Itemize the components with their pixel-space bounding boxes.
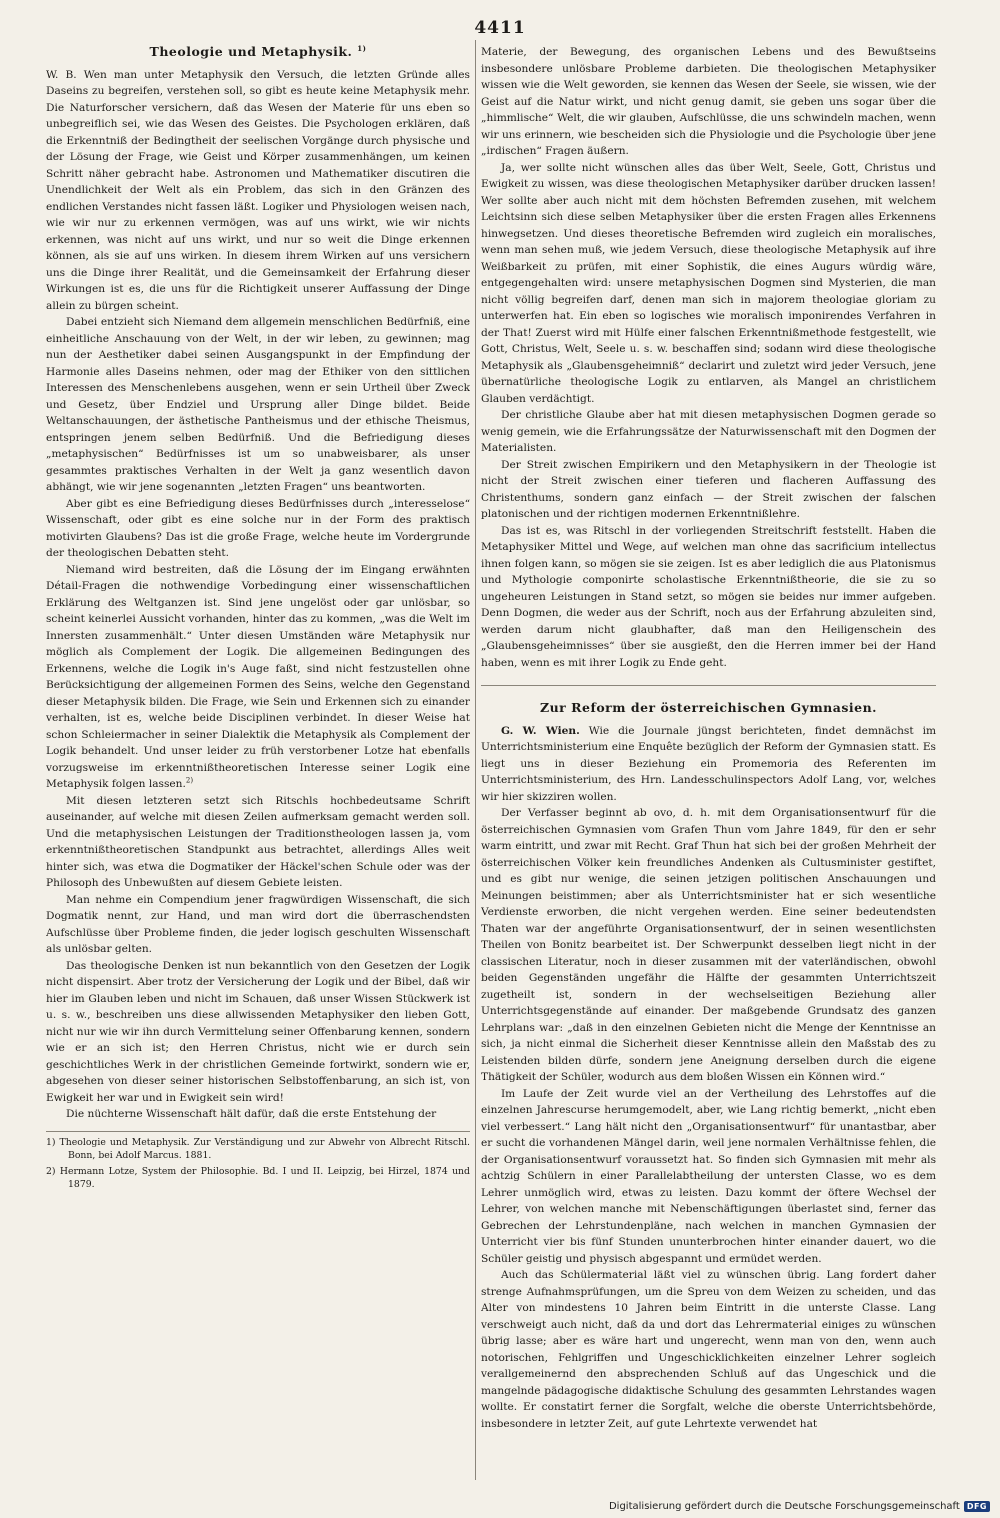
paragraph: W. B. Wen man unter Metaphysik den Versuch, die letzten Gründe alles Daseins zu begreifen, verstehen soll, so gibt es heute keine Metaphysik mehr. Die Naturforscher versichern, daß das Wesen der Materie für uns eben so unbegreiflich sei, wie das Wesen des Geistes. Die Psychologen erklären, daß die Erkenntniß der Bedingtheit der seelischen Vorgänge durch physische und der Lösung der Frage, wie Geist und Körper zusammenhängen, um keinen Schritt näher gebracht habe. Astronomen und Mathematiker discutiren die Unendlichkeit der Welt als ein Problem, das sich in den Gränzen des endlichen Verstandes nicht fassen läßt. Logiker und Physiologen weisen nach, wie wir nur zu erkennen vermögen, was auf uns wirkt, wie wir nichts erkennen, was nicht auf uns wirkt, und nur so weit die Dinge erkennen können, als sie auf uns wirken. In diesem ihrem Wirken auf uns versichern uns die Dinge ihrer Realität, und die Gemeinsamkeit der Erfahrung dieser Wirkungen ist es, die uns für die Richtigkeit unserer Auffassung der Dinge allein zu bürgen scheint.: [46, 68, 470, 312]
footnote-ref-1: 1): [357, 44, 367, 53]
paragraph-text: Wie die Journale jüngst berichteten, findet demnächst im Unterrichtsministerium eine Enquête bezüglich der Reform der Gymnasien statt. Es liegt uns in dieser Beziehung ein Promemoria des Referenten im Unterrichtsministerium, des Hrn. Landesschulinspectors Adolf Lang, vor, welches wir hier skizziren wollen.: [481, 724, 936, 803]
paragraph: Der Verfasser beginnt ab ovo, d. h. mit dem Organisationsentwurf für die österreichischen Gymnasien vom Grafen Thun vom Jahre 1849, für den er sehr warm eintritt, und zwar mit Recht. Graf Thun hat sich bei der großen Mehrheit der österreichischen Völker kein freundliches Andenken als Cultusminister gestiftet, und es gibt nur wenige, die seinen jetzigen politischen Anschauungen und Meinungen beistimmen; aber als Unterrichtsminister hat er sich wesentliche Verdienste erworben, die nicht vergehen werden. Eine seiner bedeutendsten Thaten war der angeführte Organisationsentwurf, der in seinen wesentlichsten Theilen von Bonitz bearbeitet ist. Der Schwerpunkt desselben liegt nicht in der classischen Literatur, noch in dieser zusammen mit der vaterländischen, obwohl beiden Gegenständen ungefähr die Hälfte der gesammten Unterrichtszeit zugetheilt ist, sondern in der wechselseitigen Beziehung aller Unterrichtsgegenstände auf einander. Der maßgebende Grundsatz des ganzen Lehrplans war: „daß in den einzelnen Gebieten nicht die Menge der Kenntnisse an sich, ja nicht einmal die Sicherheit dieser Kenntnisse allein den Maßstab des zu Leistenden bilden dürfe, sondern jene Aneignung derselben durch die eigene Thätigkeit der Schüler, wodurch aus dem bloßen Wissen ein Können wird.“: [481, 807, 936, 1083]
paragraph: Im Laufe der Zeit wurde viel an der Vertheilung des Lehrstoffes auf die einzelnen Jahrescurse herumgemodelt, aber, wie Lang richtig bemerkt, „nicht eben viel verbessert.“ Lang hält nicht den „Organisationsentwurf“ für unantastbar, aber er sucht die vorhandenen Mängel darin, weil jene normalen Verhältnisse fehlen, die der Organisationsentwurf voraussetzt hat. So finden sich Gymnasien mit mehr als achtzig Schülern in einer Parallelabtheilung der untersten Classe, wo es dem Lehrer unmöglich wird, etwas zu leisten. Dazu kommt der öftere Wechsel der Lehrer, von welchen manche mit Nebenschäftigungen überlastet sind, ferner das Gebrechen der Lehrstundenpläne, nach welchen in manchen Gymnasien der Unterricht vier bis fünf Stunden ununterbrochen hinter einander dauert, wo die Schüler geistig und physisch abgespannt und ermüdet werden.: [481, 1087, 936, 1265]
paragraph: [46, 562, 470, 793]
article-title-text: Theologie und Metaphysik.: [149, 44, 353, 59]
paragraph: Ja, wer sollte nicht wünschen alles das über Welt, Seele, Gott, Christus und Ewigkeit zu wissen, was diese theologischen Metaphysiker darüber drucken lassen! Wer sollte aber auch nicht mit dem höchsten Befremden zusehen, mit welchem Leichtsinn sich diese selben Metaphysiker über die ersten Fragen alles Erkennens hinwegsetzen. Und dieses theoretische Befremden wird zugleich ein moralisches, wenn man sehen muß, wie jedem Versuch, diese theologische Metaphysik auf ihre Weißbarkeit zu prüfen, mit einer Sophistik, die eines Augurs würdig wäre, entgegengehalten wird: unsere metaphysischen Dogmen sind Mysterien, die man nicht völlig begreifen darf, denen man sich in majorem theologiae gloriam zu unterwerfen hat. Ein eben so logisches wie moralisch imponirendes Verfahren in der That! Zuerst wird mit Hülfe einer falschen Erkenntnißmethode festgestellt, wie Gott, Christus, Welt, Seele u. s. w. beschaffen sind; sodann wird diese theologische Metaphysik als „Glaubensgeheimniß“ declarirt und zuletzt wird jeder Versuch, jene übernatürliche theologische Logik zu entlarven, als Mangel an christlichem Glauben verdächtigt.: [481, 161, 936, 405]
paragraph: Der christliche Glaube aber hat mit diesen metaphysischen Dogmen gerade so wenig gemein, wie die Erfahrungssätze der Naturwissenschaft mit den Dogmen der Materialisten.: [481, 409, 936, 454]
footer-text: Digitalisierung gefördert durch die Deutsche Forschungsgemeinschaft: [608, 1501, 960, 1512]
paragraph: Das ist es, was Ritschl in der vorliegenden Streitschrift feststellt. Haben die Metaphysiker Mittel und Wege, auf welchen man ohne das sacrificium intellectus ihnen folgen kann, so mögen sie sie zeigen. Ist es aber lediglich die aus Platonismus und Mythologie componirte scholastische Erkenntnißtheorie, die sie zu so ungeheuren Leistungen in Stand setzt, so mögen sie beides nur immer aufgeben. Denn Dogmen, die weder aus der Schrift, noch aus der Erfahrung abzuleiten sind, werden darum nicht glaubhafter, daß man den Heiligenschein des „Glaubensgeheimnisses“ über sie ausgießt, den die Herren immer bei der Hand haben, wenn es mit ihrer Logik zu Ende geht.: [481, 524, 936, 669]
paragraph: Materie, der Bewegung, des organischen Lebens und des Bewußtseins insbesondere unlösbare Probleme darbieten. Die theologischen Metaphysiker wissen wie die Welt geworden, sie kennen das Wesen der Seele, sie wissen, wie der Geist auf die Natur wirkt, und nicht genug damit, sie geben uns sogar über die „himmlische“ Welt, die wir glauben, Aufschlüsse, die uns schwindeln machen, wenn wir uns erinnern, wie bescheiden sich die Physiologie und die Psychologie über jene „irdischen“ Fragen äußern.: [481, 46, 936, 157]
paragraph: Mit diesen letzteren setzt sich Ritschls hochbedeutsame Schrift auseinander, auf welche mit diesen Zeilen aufmerksam gemacht werden soll. Und die metaphysischen Leistungen der Traditionstheologen lassen ja, vom erkenntnißtheoretischen Standpunkt aus betrachtet, allerdings Alles weit hinter sich, was etwa die Dogmatiker der Häckel'schen Schule oder was der Philosoph des Unbewußten auf diesem Gebiete leisten.: [46, 794, 470, 889]
digitization-footer: [609, 1501, 990, 1512]
article-title-theologie: [46, 44, 470, 61]
column-divider: [475, 40, 476, 1480]
paragraph: Auch das Schülermaterial läßt viel zu wünschen übrig. Lang fordert daher strenge Aufnahmsprüfungen, um die Spreu von dem Weizen zu scheiden, und das Alter von mindestens 10 Jahren beim Eintritt in die unterste Classe. Lang verschweigt auch nicht, daß da und dort das Lehrermaterial einiges zu wünschen übrig lasse; aber es wäre hart und ungerecht, wenn man von den, wenn auch notorischen, Fehlgriffen und Ungeschicklichkeiten einzelner Lehrer sogleich verallgemeinernd den absprechenden Schluß auf das Ungeschick und die mangelnde pädagogische didaktische Schulung des gesammten Lehrstandes wagen wollte. Er constatirt ferner die Sorgfalt, welche die oberste Unterrichtsbehörde, insbesondere in letzter Zeit, auf gute Lehrtexte verwendet hat: [481, 1269, 936, 1430]
footnote-1: 1) Theologie und Metaphysik. Zur Verständigung und zur Abwehr von Albrecht Ritschl. Bonn, bei Adolf Marcus. 1881.: [46, 1136, 470, 1161]
paragraph-text: Niemand wird bestreiten, daß die Lösung der im Eingang erwähnten Détail-Fragen die nothwendige Vorbedingung einer wissenschaftlichen Erklärung des Weltganzen ist. Sind jene ungelöst oder gar unlösbar, so scheint keinerlei Aussicht vorhanden, hinter das zu kommen, „was die Welt im Innersten zusammenhält.“ Unter diesen Umständen wäre Metaphysik nur möglich als Complement der Logik. Die allgemeinen Bedingungen des Erkennens, welche die Logik in's Auge faßt, sind nicht festzustellen ohne Berücksichtigung der allgemeinen Formen des Seins, welche den Gegenstand dieser Metaphysik bilden. Die Frage, wie Sein und Erkennen sich zu einander verhalten, ist es, welche beide Disciplinen verbindet. In dieser Weise hat schon Schleiermacher in seiner Dialektik die Metaphysik als Complement der Logik behandelt. Und unser leider zu früh verstorbener Lotze hat ebenfalls vorzugsweise im erkenntnißtheoretischen Interesse seiner Logik eine Metaphysik folgen lassen.: [46, 563, 470, 790]
paragraph: Aber gibt es eine Befriedigung dieses Bedürfnisses durch „interesselose“ Wissenschaft, oder gibt es eine solche nur in der Form des praktisch motivirten Glaubens? Das ist die große Frage, welche heute im Vordergrunde der theologischen Debatten steht.: [46, 497, 470, 559]
paragraph: Das theologische Denken ist nun bekanntlich von den Gesetzen der Logik nicht dispensirt. Aber trotz der Versicherung der Logik und der Bibel, daß wir hier im Glauben leben und nicht im Schauen, daß unser Wissen Stückwerk ist u. s. w., beschreiben uns diese allwissenden Metaphysiker den lieben Gott, nicht nur wie wir ihn durch Vermittelung seiner Offenbarung kennen, sondern wie er an sich ist; den Herren Christus, nicht wie er durch sein geschichtliches Werk in der christlichen Gemeinde fortwirkt, sondern wie er, abgesehen von dieser seiner historischen Selbstoffenbarung, an sich ist, von Ewigkeit her war und in Ewigkeit sein wird!: [46, 959, 470, 1104]
right-column: [481, 44, 936, 1484]
section-divider: [481, 685, 936, 686]
paragraph: [481, 723, 936, 806]
paragraph: Dabei entzieht sich Niemand dem allgemein menschlichen Bedürfniß, eine einheitliche Anschauung von der Welt, in der wir leben, zu gewinnen; mag nun der Aesthetiker dabei seinen Ausgangspunkt in der Empfindung der Harmonie alles Daseins nehmen, oder mag der Ethiker von den sittlichen Interessen des Menschenlebens ausgehen, wenn er sein Urtheil über Zweck und Gesetz, über Endziel und Ursprung aller Dinge bildet. Beide Weltanschauungen, der ästhetische Pantheismus und der ethische Theismus, entspringen jenem selben Bedürfniß. Und die Befriedigung dieses „metaphysischen“ Bedürfnisses ist um so unabweisbarer, als unser gesammtes praktisches Verhalten in der Welt ja ganz wesentlich davon abhängt, wie wir jene sogenannten „letzten Fragen“ uns beantworten.: [46, 316, 470, 493]
page-number: 4411: [474, 18, 526, 38]
dfg-logo-icon: DFG: [964, 1501, 990, 1512]
paragraph: Man nehme ein Compendium jener fragwürdigen Wissenschaft, die sich Dogmatik nennt, zur Hand, und man wird dort die überraschendsten Aufschlüsse über Probleme finden, die jeder logisch geschulten Wissenschaft als unlösbar gelten.: [46, 893, 470, 955]
footnote-2: 2) Hermann Lotze, System der Philosophie. Bd. I und II. Leipzig, bei Hirzel, 1874 und 1879.: [46, 1165, 470, 1190]
author-tag: G. W. Wien.: [501, 724, 580, 737]
article-title-gymnasien: Zur Reform der österreichischen Gymnasien.: [539, 700, 878, 715]
paragraph: Die nüchterne Wissenschaft hält dafür, daß die erste Entstehung der: [66, 1108, 437, 1120]
footnote-ref-2: 2): [185, 776, 194, 785]
left-column: [46, 44, 470, 1482]
footnotes: [46, 1131, 470, 1192]
paragraph: Der Streit zwischen Empirikern und den Metaphysikern in der Theologie ist nicht der Streit zwischen einer tieferen und flacheren Auffassung des Christenthums, sondern ganz einfach — der Streit zwischen der falschen platonischen und der richtigen modernen Erkenntnißlehre.: [481, 458, 936, 520]
